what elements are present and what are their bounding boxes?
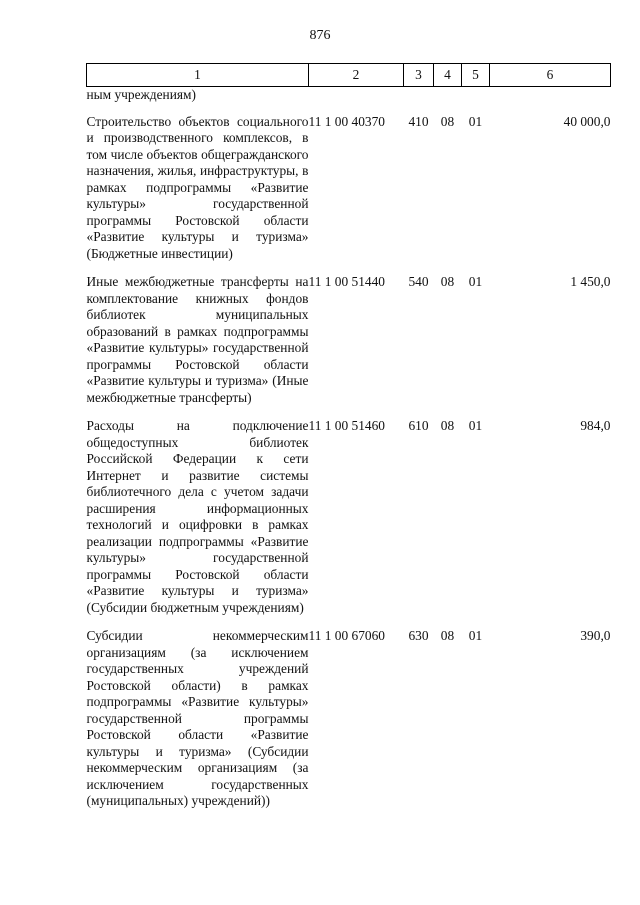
continuation-row	[87, 87, 611, 114]
amount: 40 000,0	[563, 113, 611, 129]
amount: 390,0	[580, 628, 611, 643]
expense-type: 630	[408, 628, 429, 643]
subsection-code: 01	[468, 628, 483, 643]
expense-type: 540	[408, 274, 429, 289]
target-code: 11 1 00 51460	[308, 418, 385, 433]
subsection-code: 01	[468, 113, 483, 129]
subsection-code: 01	[468, 274, 483, 289]
table-row	[87, 114, 611, 275]
header-col-3: 3	[404, 64, 434, 87]
section-code: 08	[440, 628, 455, 643]
expense-type: 610	[408, 418, 429, 433]
header-col-2: 2	[309, 64, 404, 87]
table-row	[87, 274, 611, 418]
expense-name: Иные межбюджетные трансферты на комплектование книжных фондов библиотек муниципальных образований в рамках подпрограммы «Развитие культуры» государственной программы Ростовской области «Развитие культуры и туризма» (Иные межбюджетные трансферты)	[86, 274, 309, 405]
table-row	[87, 418, 611, 628]
page-number: 876	[309, 28, 331, 43]
table-row	[87, 628, 611, 822]
budget-table	[86, 63, 611, 822]
header-col-6: 6	[490, 64, 611, 87]
target-code: 11 1 00 40370	[308, 113, 385, 129]
expense-name: Субсидии некоммерческим организациям (за исключением государственных учреждений Ростовской области) в рамках подпрограммы «Развитие культуры» государственной программы Ростовской области «Развитие культуры и туризма» (Субсидии некоммерческим организациям (за исключением государственных (муниципальных) учреждений))	[86, 628, 309, 808]
expense-name: Строительство объектов социального и производственного комплексов, в том числе объектов общегражданского назначения, жилья, инфраструктуры, в рамках подпрограммы «Развитие культуры» государственной программы Ростовской области «Развитие культуры и туризма» (Бюджетные инвестиции)	[86, 113, 309, 261]
subsection-code: 01	[468, 418, 483, 433]
amount: 1 450,0	[570, 274, 611, 289]
continuation-text: ным учреждениям)	[86, 87, 196, 102]
target-code: 11 1 00 67060	[308, 628, 385, 643]
section-code: 08	[440, 418, 455, 433]
section-code: 08	[440, 113, 455, 129]
header-col-5: 5	[462, 64, 490, 87]
table-header-row	[87, 64, 611, 87]
header-col-1: 1	[87, 64, 309, 87]
amount: 984,0	[580, 418, 611, 433]
expense-name: Расходы на подключение общедоступных библиотек Российской Федерации к сети Интернет и развитие системы библиотечного дела с учетом задачи расширения информационных технологий и оцифровки в рамках реализации подпрограммы «Развитие культуры» государственной программы Ростовской области «Развитие культуры и туризма» (Субсидии бюджетным учреждениям)	[86, 418, 309, 615]
target-code: 11 1 00 51440	[308, 274, 385, 289]
expense-type: 410	[408, 113, 429, 129]
section-code: 08	[440, 274, 455, 289]
header-col-4: 4	[434, 64, 462, 87]
